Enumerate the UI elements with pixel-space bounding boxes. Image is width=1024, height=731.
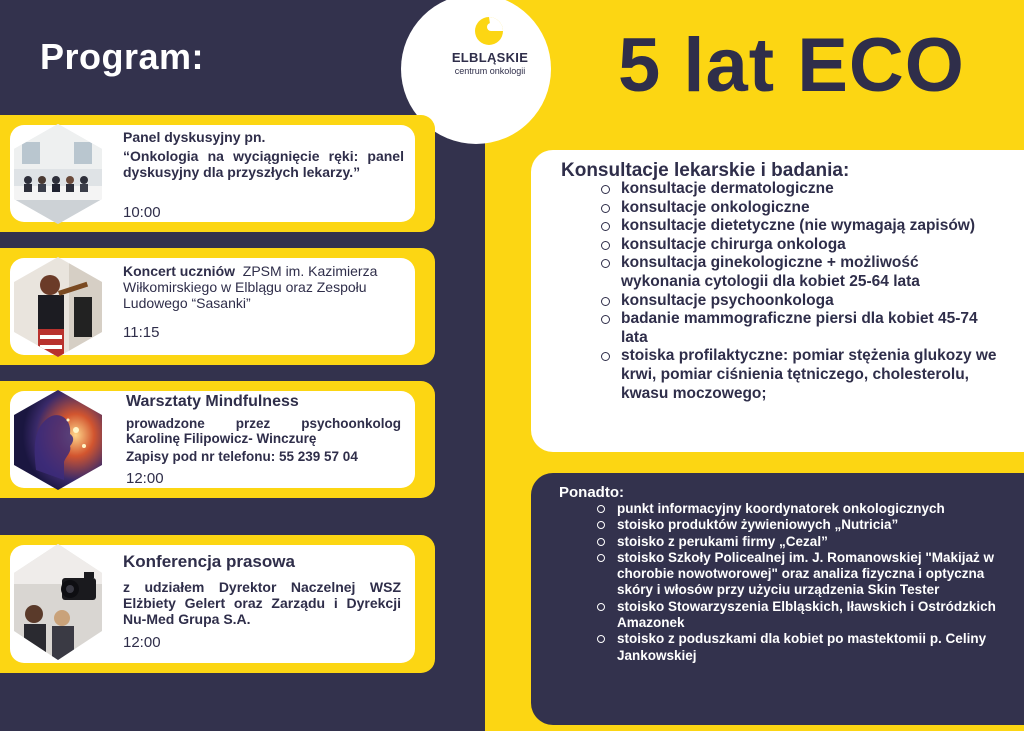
list-item: stoisko z poduszkami dla kobiet po mastektomii p. Celiny Jankowskiej xyxy=(597,631,1007,664)
main-title: 5 lat ECO xyxy=(618,23,965,108)
event-signup: Zapisy pod nr telefonu: 55 239 57 04 xyxy=(126,448,358,464)
list-item: konsultacje dietetyczne (nie wymagają zapisów) xyxy=(601,217,1001,236)
list-item: punkt informacyjny koordynatorek onkologicznych xyxy=(597,501,1007,517)
event-description: “Onkologia na wyciągnięcie ręki: panel dyskusyjny dla przyszłych lekarzy.” xyxy=(123,148,404,180)
event-description: z udziałem Dyrektor Naczelnej WSZ Elżbiety Gelert oraz Zarządu i Dyrekcji Nu-Med Grupa S.A. xyxy=(123,579,401,627)
event-text-mindfulness xyxy=(126,393,401,464)
list-item: konsultacje psychoonkologa xyxy=(601,292,1001,311)
event-time: 12:00 xyxy=(123,634,161,651)
list-item: konsultacje onkologiczne xyxy=(601,199,1001,218)
event-description-inline: ZPSM im. Kazimierza Wiłkomirskiego w Elblągu oraz Zespołu Ludowego “Sasanki” xyxy=(123,263,378,311)
event-time: 12:00 xyxy=(126,470,164,487)
event-title: Konferencja prasowa xyxy=(123,552,295,571)
list-item: stoisko Szkoły Policealnej im. J. Romanowskiej "Makijaż w chorobie nowotworowej" oraz analiza fizyczna i optyczna skóry i włosów przy użyciu urządzenia Skin Tester xyxy=(597,550,1007,599)
event-title: Koncert uczniów xyxy=(123,263,236,279)
event-text-press xyxy=(123,552,401,627)
consultations-panel xyxy=(531,150,1024,452)
extras-title: Ponadto: xyxy=(559,484,624,501)
event-title: Warsztaty Mindfulness xyxy=(126,393,299,410)
list-item: konsultacje chirurga onkologa xyxy=(601,236,1001,255)
consultations-list xyxy=(601,180,1001,403)
list-item: stoiska profilaktyczne: pomiar stężenia glukozy we krwi, pomiar ciśnienia tętniczego, cholesterolu, kwasu moczowego; xyxy=(601,347,1001,403)
event-description xyxy=(123,264,408,312)
event-description: prowadzone przez psychoonkolog Karolinę Filipowicz- Winczurę xyxy=(126,416,401,447)
event-title: Panel dyskusyjny pn. xyxy=(123,129,266,145)
program-title: Program: xyxy=(40,36,205,77)
event-time: 11:15 xyxy=(123,324,160,341)
list-item: stoisko z perukami firmy „Cezal” xyxy=(597,534,1007,550)
list-item: stoisko Stowarzyszenia Elbląskich, Iławskich i Ostródzkich Amazonek xyxy=(597,599,1007,632)
event-time: 10:00 xyxy=(123,204,161,221)
logo-subtitle: centrum onkologii xyxy=(454,66,526,76)
logo-name: ELBLĄSKIE xyxy=(451,50,529,65)
list-item: konsultacja ginekologiczne + możliwość wykonania cytologii dla kobiet 25-64 lata xyxy=(601,254,1001,291)
list-item: konsultacje dermatologiczne xyxy=(601,180,1001,199)
extras-list xyxy=(597,501,1007,664)
list-item: badanie mammograficzne piersi dla kobiet 45-74 lata xyxy=(601,310,1001,347)
sun-logo-icon xyxy=(474,16,504,46)
list-item: stoisko produktów żywieniowych „Nutricia” xyxy=(597,517,1007,533)
event-text-panel xyxy=(123,129,404,181)
extras-panel xyxy=(531,473,1024,725)
event-text-concert xyxy=(123,264,408,312)
consultations-title: Konsultacje lekarskie i badania: xyxy=(561,160,850,181)
